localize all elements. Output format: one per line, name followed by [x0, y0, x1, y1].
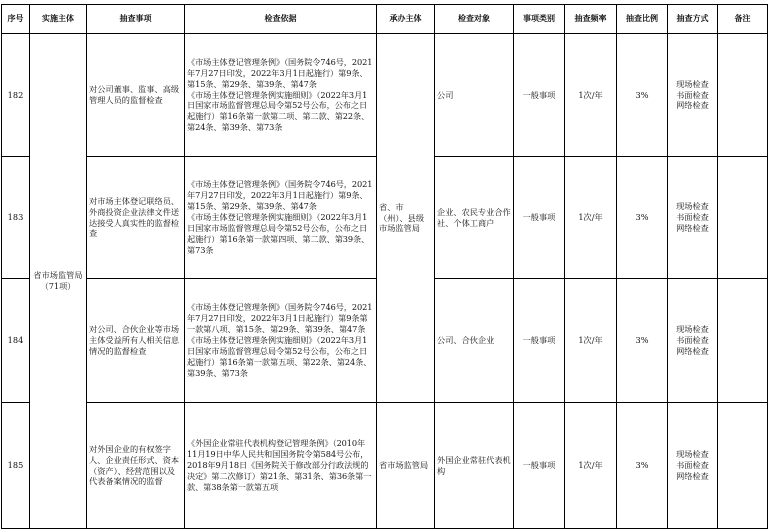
- organizer-cell: 省市场监管局: [377, 403, 435, 529]
- inspection-methods: [668, 279, 718, 403]
- header-method: 抽查方式: [668, 5, 718, 34]
- method-online: 网络检查: [676, 470, 709, 481]
- inspection-frequency: 1次/年: [565, 279, 617, 403]
- method-online: 网络检查: [676, 345, 709, 356]
- inspection-object: 公司、合伙企业: [435, 279, 514, 403]
- note-cell: [718, 34, 768, 157]
- inspection-methods: [668, 403, 718, 529]
- row-number: 185: [2, 403, 30, 529]
- inspection-item: 对市场主体登记联络员、外商投资企业法律文件送达接受人真实性的监督检查: [87, 157, 185, 279]
- header-row: [2, 5, 768, 34]
- header-note: 备注: [718, 5, 768, 34]
- note-cell: [718, 403, 768, 529]
- header-basis: 检查依据: [185, 5, 377, 34]
- inspection-methods: [668, 34, 718, 157]
- method-onsite: 现场检查: [676, 324, 709, 335]
- table-row: [2, 403, 768, 529]
- inspection-object: 企业、农民专业合作社、个体工商户: [435, 157, 514, 279]
- note-cell: [718, 157, 768, 279]
- header-frequency: 抽查频率: [565, 5, 617, 34]
- header-organizer: 承办主体: [377, 5, 435, 34]
- method-written: 书面检查: [676, 460, 709, 471]
- note-cell: [718, 279, 768, 403]
- header-object: 检查对象: [435, 5, 514, 34]
- inspection-ratio: 3%: [617, 279, 668, 403]
- header-item: 抽查事项: [87, 5, 185, 34]
- header-category: 事项类别: [514, 5, 565, 34]
- header-implementer: 实施主体: [30, 5, 87, 34]
- inspection-ratio: 3%: [617, 403, 668, 529]
- inspection-item: 对公司董事、监事、高级管理人员的监督检查: [87, 34, 185, 157]
- inspection-basis: 《市场主体登记管理条例》（国务院令746号，2021年7月27日印发，2022年3月1日起施行）第9条第一款第八项、第15条、第29条、第39条、第47条 《市场主体登记管理条例实施细则》（2022年3月1日国家市场监督管理总局令第52号公布，公布之日起施行）第16条第一款第五项、第22条、第24条、第39条、第73条: [185, 279, 377, 403]
- header-ratio: 抽查比例: [617, 5, 668, 34]
- implementer-cell: 省市场监管局（71项）: [30, 34, 87, 529]
- row-number: 184: [2, 279, 30, 403]
- method-written: 书面检查: [676, 212, 709, 223]
- inspection-basis: 《市场主体登记管理条例》（国务院令746号，2021年7月27日印发，2022年3月1日起施行）第9条、第15条、第29条、第39条、第47条 《市场主体登记管理条例实施细则》（2022年3月1日国家市场监督管理总局令第52号公布，公布之日起施行）第16条第一款第二项、第二款、第22条、第24条、第39条、第73条: [185, 34, 377, 157]
- inspection-basis: 《外国企业常驻代表机构登记管理条例》（2010年11月19日中华人民共和国国务院令第584号公布，2018年9月18日《国务院关于修改部分行政法规的决定》第二次修订）第21条、第31条、第36条第一款、第38条第一款第五项: [185, 403, 377, 529]
- method-online: 网络检查: [676, 222, 709, 233]
- inspection-ratio: 3%: [617, 34, 668, 157]
- method-onsite: 现场检查: [676, 449, 709, 460]
- item-category: 一般事项: [514, 403, 565, 529]
- method-written: 书面检查: [676, 89, 709, 100]
- inspection-frequency: 1次/年: [565, 157, 617, 279]
- inspection-frequency: 1次/年: [565, 34, 617, 157]
- method-written: 书面检查: [676, 335, 709, 346]
- inspection-ratio: 3%: [617, 157, 668, 279]
- method-onsite: 现场检查: [676, 201, 709, 212]
- inspection-methods: [668, 157, 718, 279]
- method-onsite: 现场检查: [676, 78, 709, 89]
- table-row: [2, 34, 768, 157]
- item-category: 一般事项: [514, 279, 565, 403]
- inspection-item: 对公司、合伙企业等市场主体受益所有人相关信息情况的监督检查: [87, 279, 185, 403]
- item-category: 一般事项: [514, 34, 565, 157]
- inspection-table: [1, 4, 768, 529]
- item-category: 一般事项: [514, 157, 565, 279]
- inspection-object: 公司: [435, 34, 514, 157]
- organizer-cell: 省、市（州）、县级市场监管局: [377, 34, 435, 403]
- inspection-object: 外国企业常驻代表机构: [435, 403, 514, 529]
- inspection-basis: 《市场主体登记管理条例》（国务院令746号，2021年7月27日印发，2022年3月1日起施行）第9条、第15条、第29条、第39条、第47条 《市场主体登记管理条例实施细则》（2022年3月1日国家市场监督管理总局令第52号公布，公布之日起施行）第16条第一款第四项、第二款、第39条、第73条: [185, 157, 377, 279]
- method-online: 网络检查: [676, 100, 709, 111]
- inspection-item: 对外国企业的有权签字人、企业责任形式、资本（资产）、经营范围以及代表备案情况的监督: [87, 403, 185, 529]
- row-number: 183: [2, 157, 30, 279]
- row-number: 182: [2, 34, 30, 157]
- header-no: 序号: [2, 5, 30, 34]
- inspection-frequency: 1次/年: [565, 403, 617, 529]
